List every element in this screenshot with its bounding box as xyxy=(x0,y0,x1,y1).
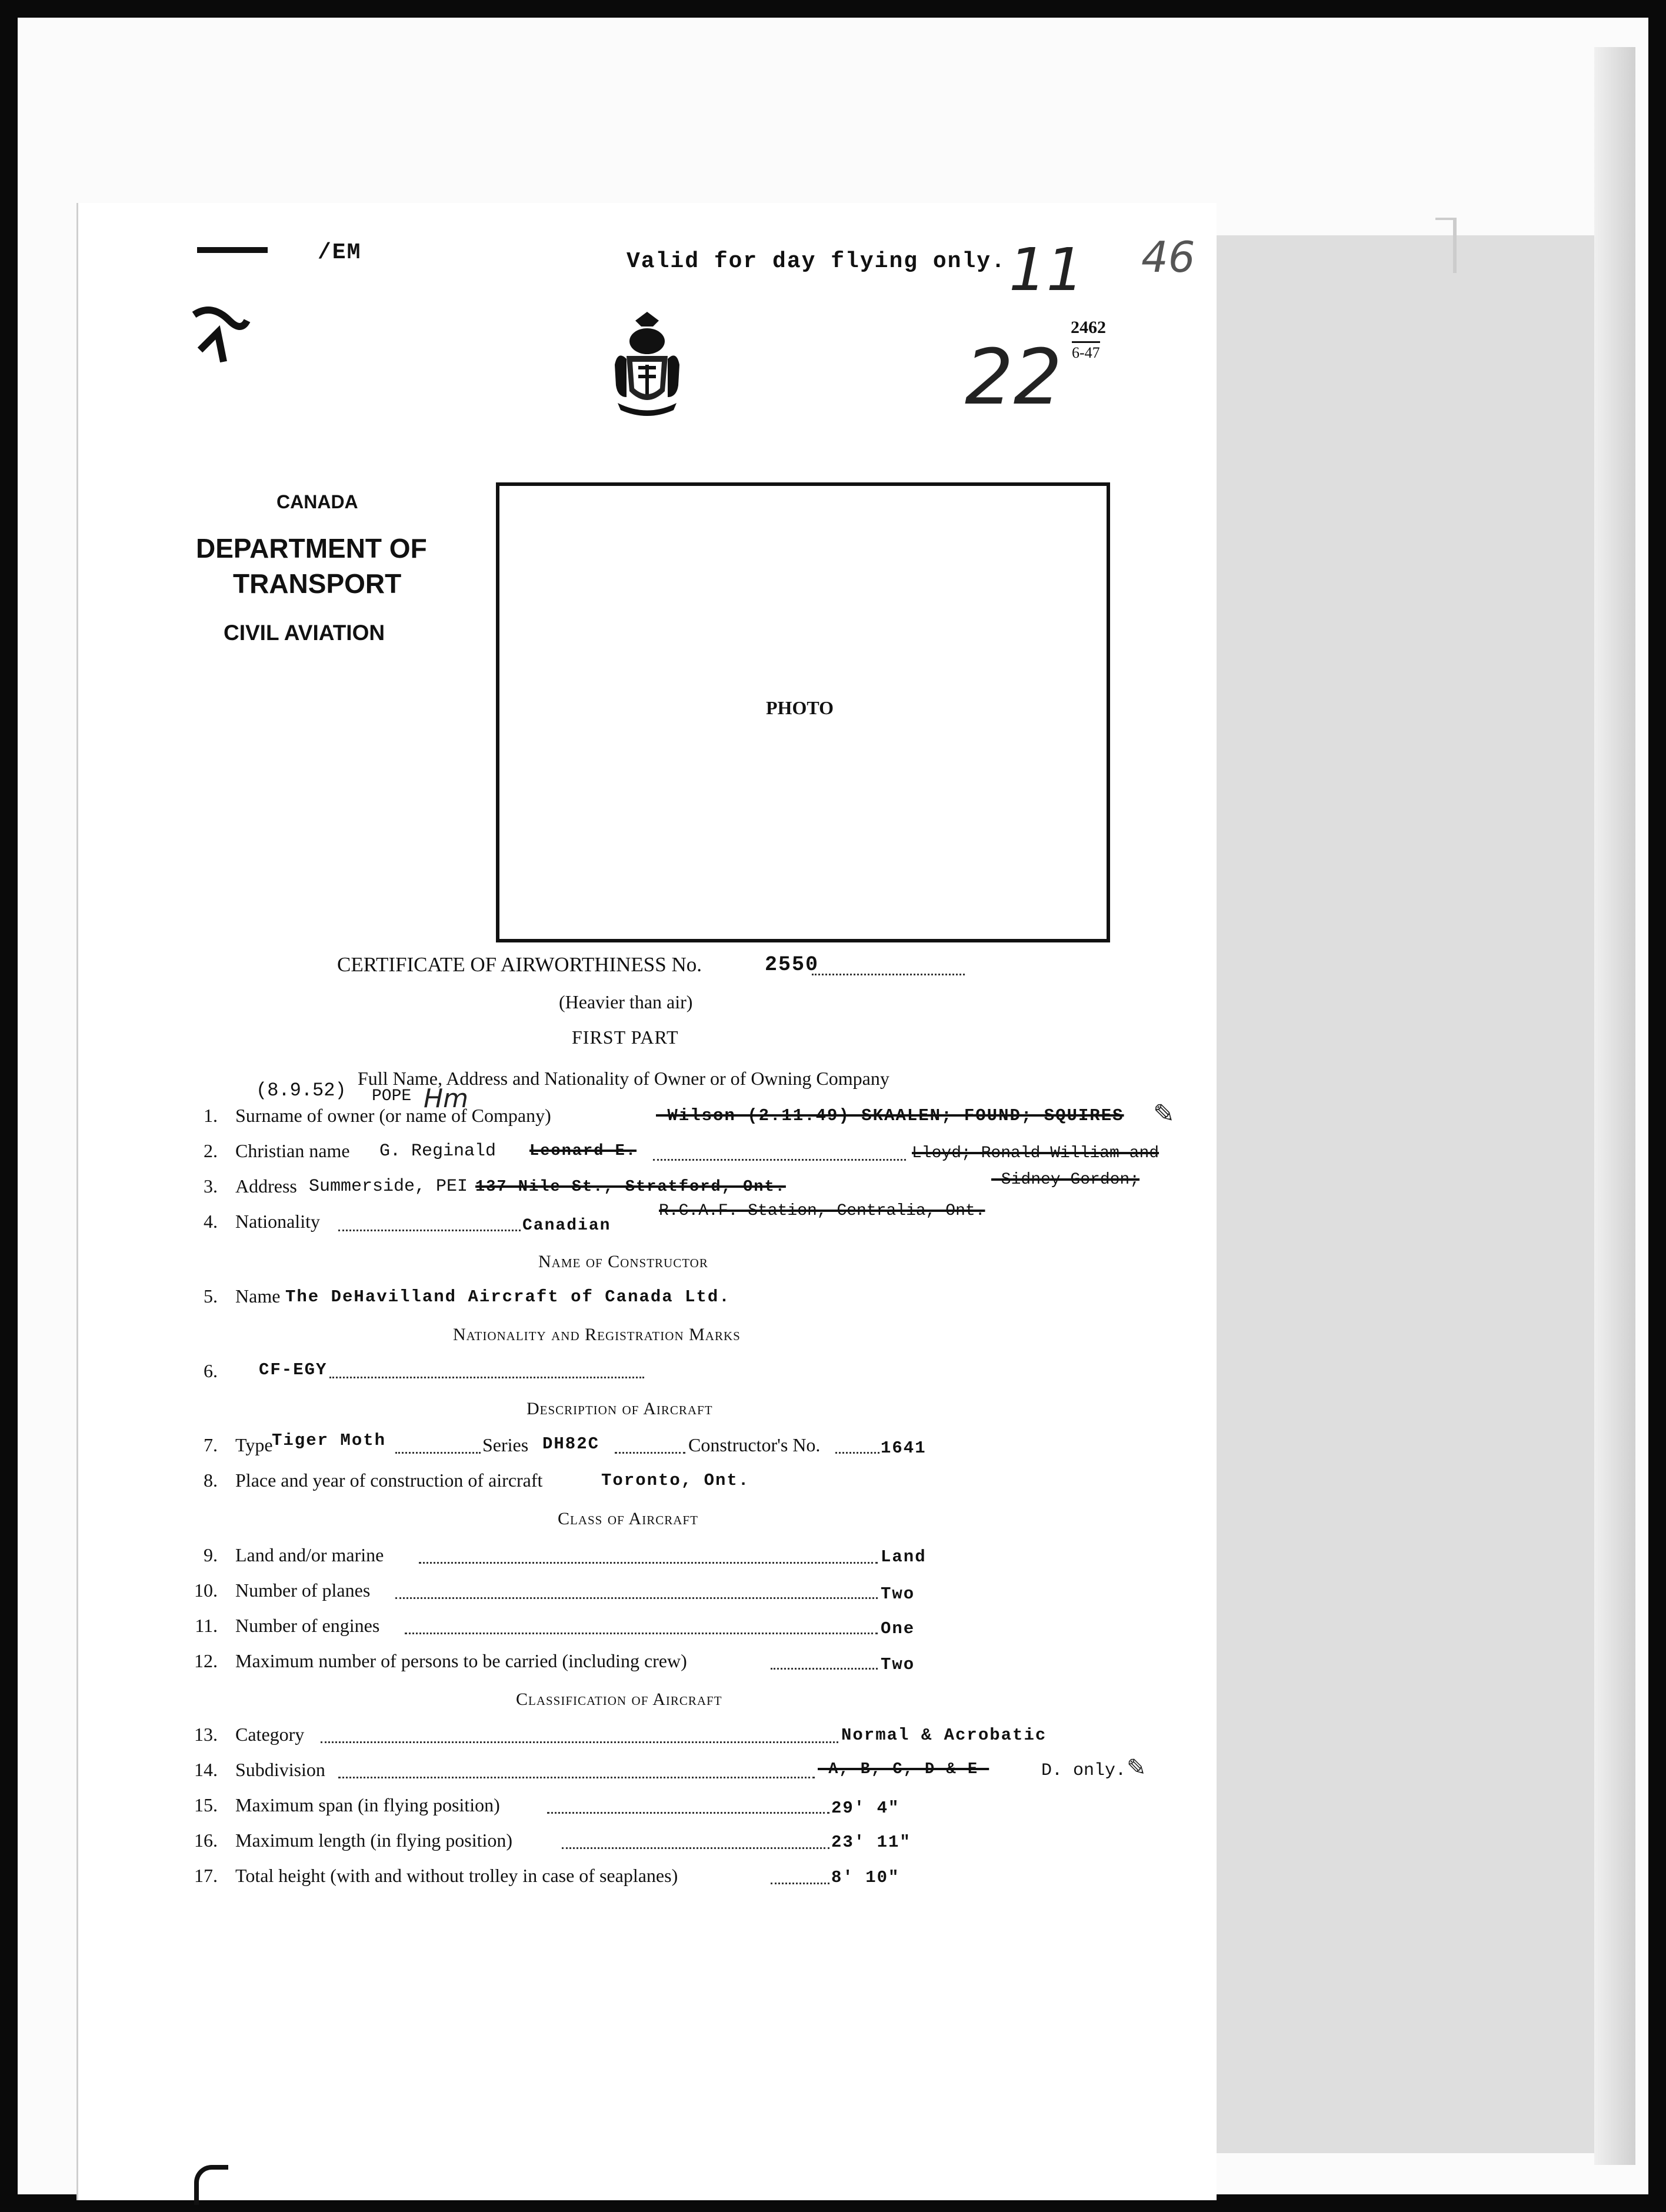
item-4-label: Nationality xyxy=(235,1211,320,1232)
certificate-number-dots xyxy=(812,974,965,975)
right-margin-strip xyxy=(1594,47,1635,2165)
item-14-label: Subdivision xyxy=(235,1759,325,1780)
certificate-title: CERTIFICATE OF AIRWORTHINESS No. xyxy=(337,953,702,976)
date-annotation: (8.9.52) xyxy=(256,1080,346,1101)
item-17-label: Total height (with and without trolley in case of seaplanes) xyxy=(235,1865,678,1886)
item-10-label: Number of planes xyxy=(235,1580,371,1601)
item-3-label: Address xyxy=(235,1175,297,1197)
item-7-series-dots xyxy=(615,1452,685,1454)
certificate-subtitle: (Heavier than air) xyxy=(559,991,693,1012)
form-code-bottom: 6-47 xyxy=(1072,341,1100,362)
item-7-series-label: Series xyxy=(482,1434,529,1455)
corner-mark xyxy=(1435,218,1457,273)
item-5-value: The DeHavilland Aircraft of Canada Ltd. xyxy=(285,1287,731,1307)
form-code-top: 2462 xyxy=(1071,318,1106,337)
item-11-label: Number of engines xyxy=(235,1615,380,1636)
item-14-initials: ✎ xyxy=(1127,1754,1147,1781)
item-12-number: 12. xyxy=(194,1650,218,1671)
certificate-number: 2550 xyxy=(765,953,819,977)
item-2-number: 2. xyxy=(204,1140,218,1161)
item-15-value: 29' 4" xyxy=(831,1798,900,1818)
item-10-dots xyxy=(395,1597,878,1599)
name-annotation: POPE xyxy=(372,1087,412,1105)
item-13-value: Normal & Acrobatic xyxy=(841,1725,1047,1745)
item-14-dots xyxy=(338,1777,815,1778)
initials-annotation: Hm xyxy=(424,1084,468,1114)
item-17-number: 17. xyxy=(194,1865,218,1886)
item-14-value: D. only. xyxy=(1041,1761,1127,1781)
item-8-number: 8. xyxy=(204,1470,218,1491)
item-7-cno-label: Constructor's No. xyxy=(688,1434,821,1455)
coat-of-arms-emblem xyxy=(609,309,685,421)
item-7-cno-value: 1641 xyxy=(881,1438,927,1458)
item-1-value-struck: -Wilson-(2.11.49)-SKAALEN; FOUND; SQUIRES xyxy=(656,1106,1124,1125)
description-heading: Description of Aircraft xyxy=(527,1399,713,1418)
owner-section-heading: Full Name, Address and Nationality of Owner or of Owning Company xyxy=(358,1068,889,1089)
item-17-dots xyxy=(771,1883,829,1884)
item-12-value: Two xyxy=(881,1655,915,1674)
item-11-value: One xyxy=(881,1619,915,1638)
item-13-number: 13. xyxy=(194,1724,218,1745)
item-1-label: Surname of owner (or name of Company) xyxy=(235,1105,551,1126)
item-7-number: 7. xyxy=(204,1434,218,1455)
photo-label: PHOTO xyxy=(766,697,834,718)
item-6-number: 6. xyxy=(204,1360,218,1381)
issuer-country: CANADA xyxy=(276,491,358,512)
item-15-number: 15. xyxy=(194,1794,218,1815)
item-10-value: Two xyxy=(881,1584,915,1604)
item-2-label: Christian name xyxy=(235,1140,350,1161)
issuer-department-line1: DEPARTMENT OF xyxy=(196,533,427,564)
registration-heading: Nationality and Registration Marks xyxy=(453,1325,741,1344)
item-4-number: 4. xyxy=(204,1211,218,1232)
item-3-number: 3. xyxy=(204,1175,218,1197)
item-5-number: 5. xyxy=(204,1285,218,1307)
item-7-series-value: DH82C xyxy=(542,1434,600,1454)
item-9-value: Land xyxy=(881,1547,927,1567)
bottom-left-mark xyxy=(194,2165,228,2205)
issuer-branch: CIVIL AVIATION xyxy=(224,621,385,645)
item-16-number: 16. xyxy=(194,1830,218,1851)
class-heading: Class of Aircraft xyxy=(558,1509,698,1528)
reference-mark: /EM xyxy=(318,240,362,265)
item-2-value-struck-b: Lloyd; Ronald William and xyxy=(912,1144,1159,1162)
margin-dash-mark xyxy=(197,247,268,253)
item-11-dots xyxy=(405,1633,878,1634)
item-2-value-struck-c: -Sidney Gordon; xyxy=(991,1171,1140,1189)
validity-note: Valid for day flying only. xyxy=(627,249,1006,274)
item-7-type-label: Type xyxy=(235,1434,273,1455)
item-16-dots xyxy=(562,1847,829,1849)
item-3-value-struck: 137-Nile-St., Stratford, Ont. xyxy=(475,1178,786,1196)
certificate-part: FIRST PART xyxy=(572,1027,679,1048)
item-3-value: Summerside, PEI xyxy=(309,1177,468,1197)
item-2-value-struck-a: Leonard-E. xyxy=(529,1142,637,1160)
item-10-number: 10. xyxy=(194,1580,218,1601)
handwritten-number-46: 46 xyxy=(1141,232,1195,282)
handwritten-number-11: 11 xyxy=(1009,235,1084,304)
issuer-department-line2: TRANSPORT xyxy=(233,568,402,599)
item-1-initials: ✎ xyxy=(1153,1099,1175,1129)
item-7-cno-dots xyxy=(835,1452,879,1454)
item-14-number: 14. xyxy=(194,1759,218,1780)
item-16-label: Maximum length (in flying position) xyxy=(235,1830,513,1851)
item-9-label: Land and/or marine xyxy=(235,1544,384,1565)
item-12-dots xyxy=(771,1668,878,1670)
item-14-value-struck: -A, B, C, D & E- xyxy=(818,1761,989,1778)
item-9-dots xyxy=(419,1562,878,1564)
item-4-value: Canadian xyxy=(522,1217,611,1235)
item-4-dots xyxy=(338,1230,521,1231)
margin-scribble xyxy=(188,297,259,379)
item-6-dots xyxy=(329,1377,644,1378)
underlying-page-shadow xyxy=(1212,235,1618,2153)
item-16-value: 23' 11" xyxy=(831,1833,911,1852)
item-8-label: Place and year of construction of aircraft xyxy=(235,1470,543,1491)
handwritten-number-22: 22 xyxy=(965,332,1062,422)
item-7-type-value: Tiger Moth xyxy=(272,1431,386,1450)
constructor-heading: Name of Constructor xyxy=(538,1252,708,1271)
item-3-value-struck-b: R.C.A.F. Station, Centralia, Ont. xyxy=(659,1202,985,1220)
item-13-dots xyxy=(321,1741,838,1743)
item-17-value: 8' 10" xyxy=(831,1868,900,1887)
item-6-value: CF-EGY xyxy=(259,1360,328,1380)
item-2-dots xyxy=(653,1159,906,1161)
item-8-value: Toronto, Ont. xyxy=(601,1471,750,1490)
item-9-number: 9. xyxy=(204,1544,218,1565)
classification-heading: Classification of Aircraft xyxy=(516,1690,722,1709)
item-15-dots xyxy=(547,1812,829,1814)
item-15-label: Maximum span (in flying position) xyxy=(235,1794,500,1815)
item-1-number: 1. xyxy=(204,1105,218,1126)
item-7-type-dots xyxy=(395,1452,481,1454)
item-13-label: Category xyxy=(235,1724,305,1745)
item-12-label: Maximum number of persons to be carried (including crew) xyxy=(235,1650,687,1671)
item-2-value: G. Reginald xyxy=(379,1141,497,1161)
item-5-label: Name xyxy=(235,1285,281,1307)
item-11-number: 11. xyxy=(195,1615,218,1636)
